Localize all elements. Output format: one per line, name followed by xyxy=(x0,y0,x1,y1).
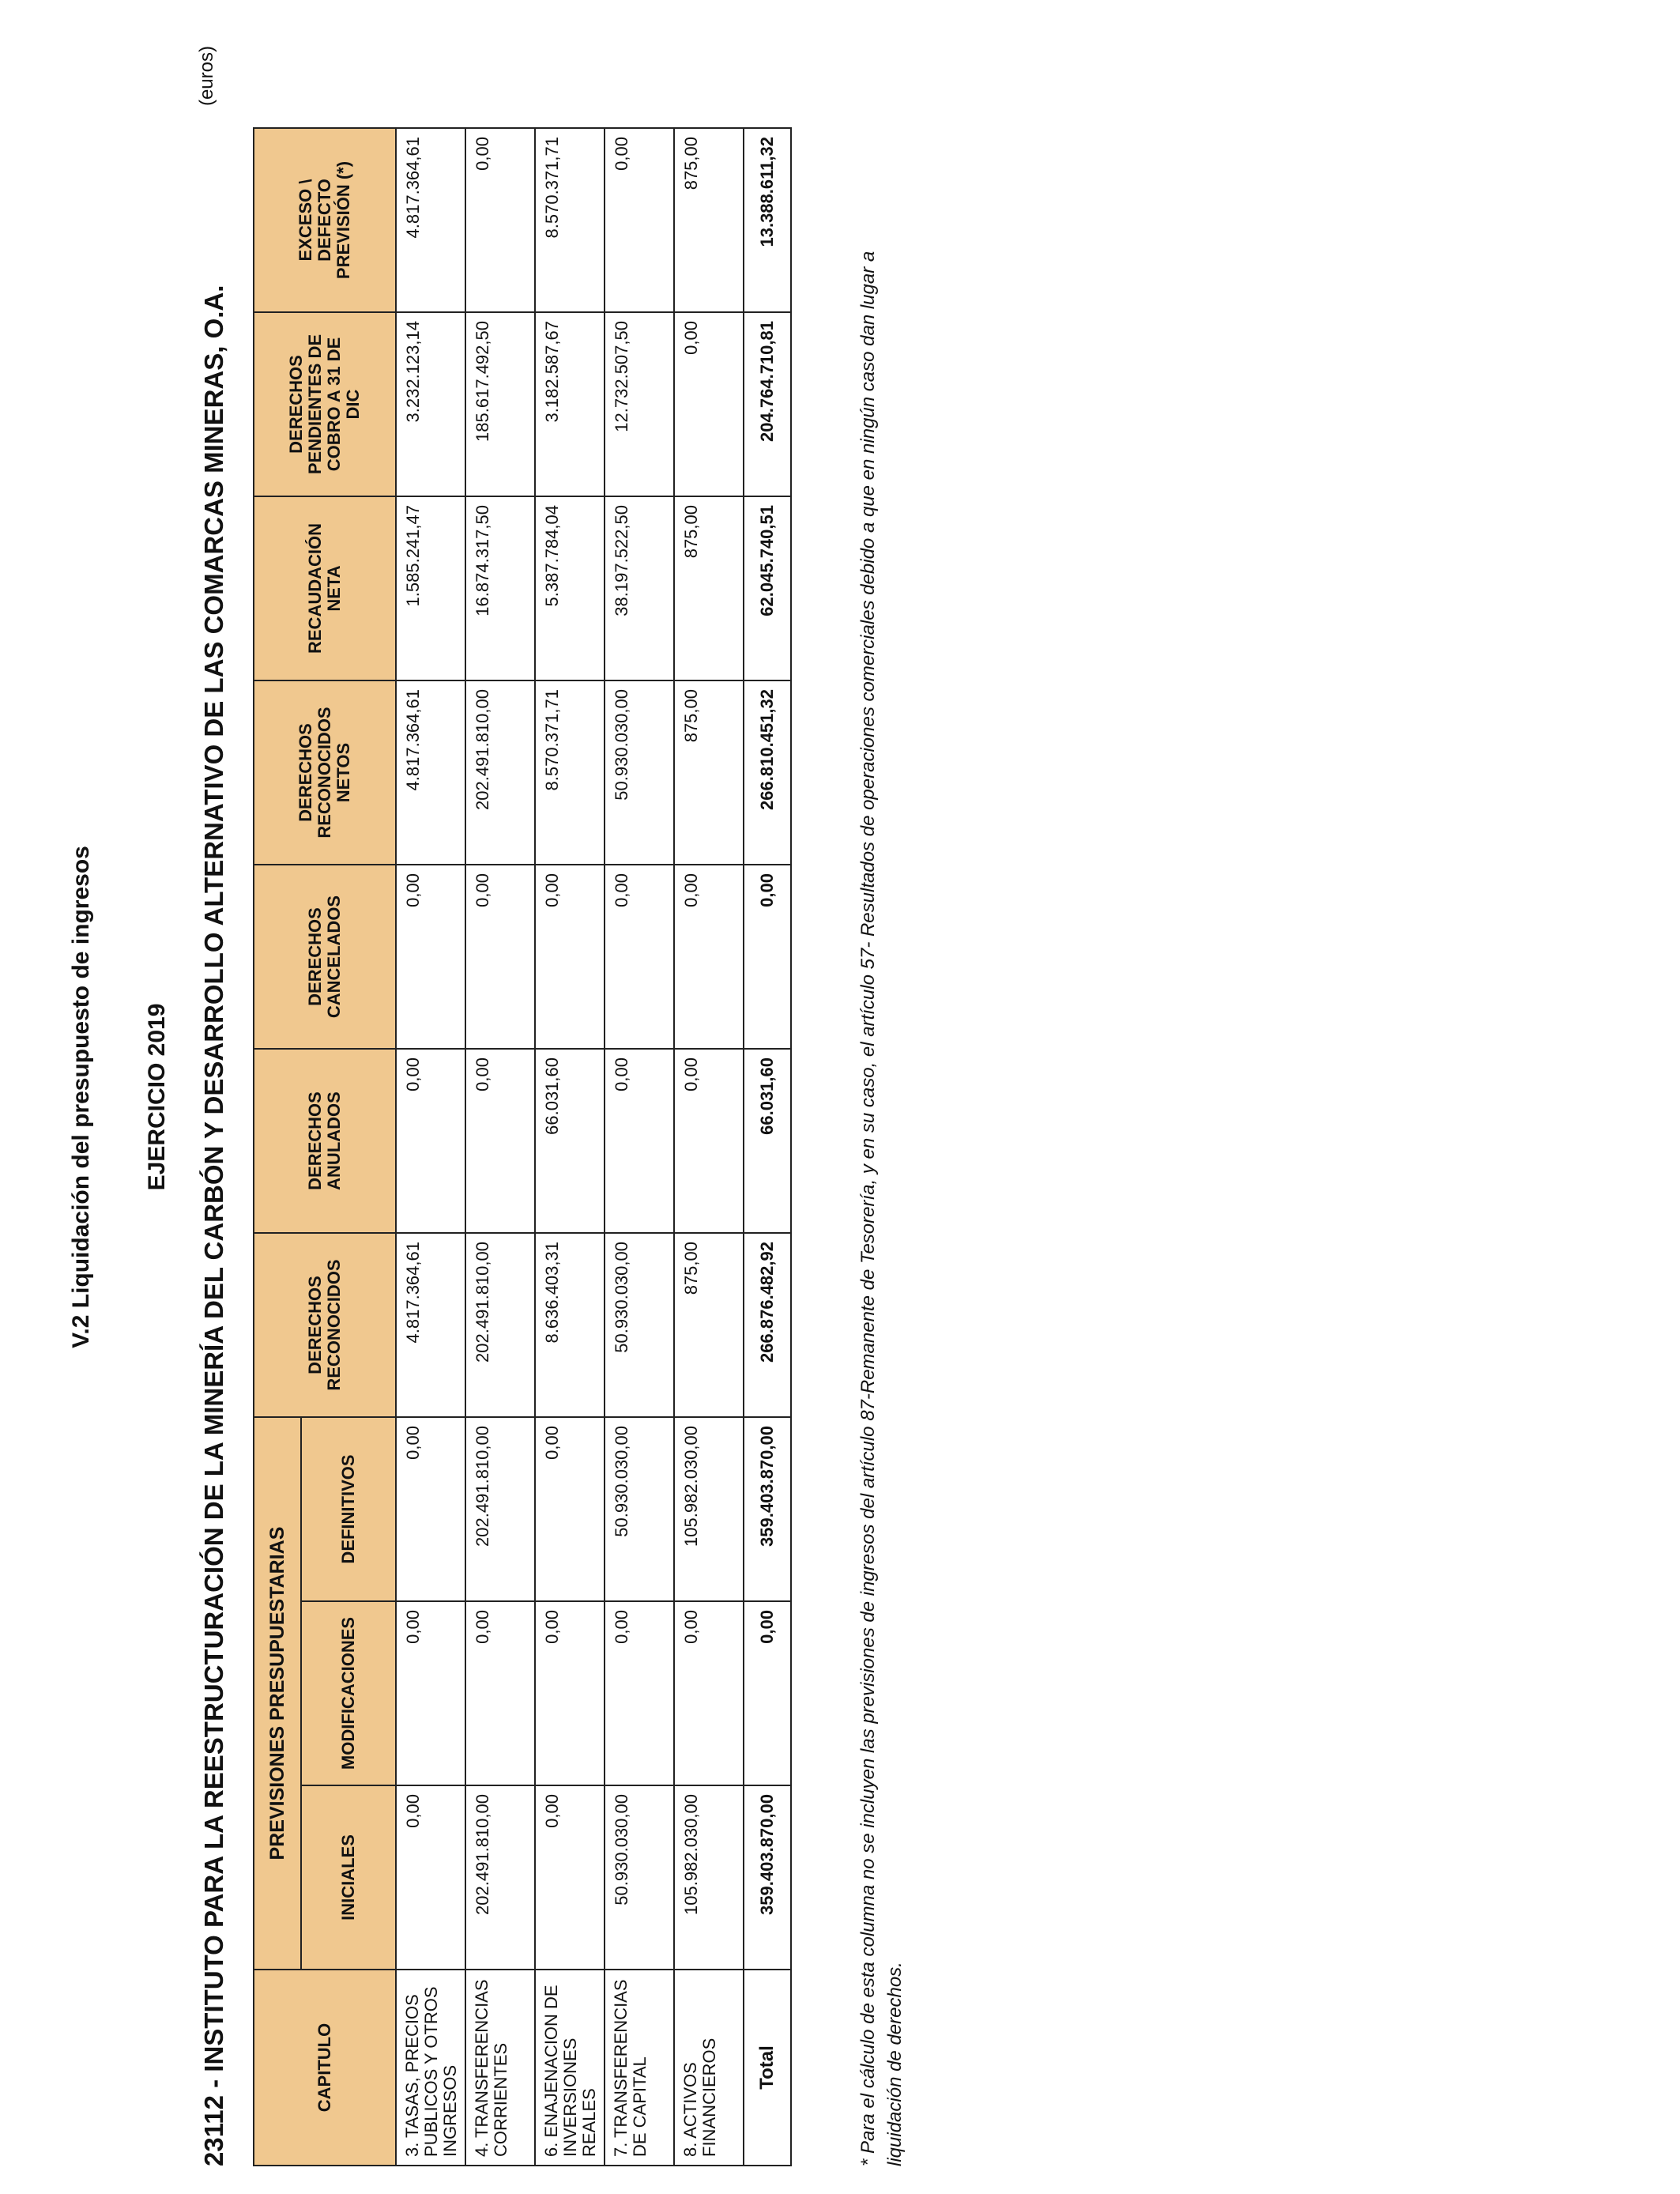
cell-recaudacion-neta: 875,00 xyxy=(674,496,744,680)
cell-capitulo: 7. TRANSFERENCIAS DE CAPITAL xyxy=(605,1970,674,2166)
cell-derechos-cancelados: 0,00 xyxy=(605,865,674,1049)
header-previsiones-group: PREVISIONES PRESUPUESTARIAS xyxy=(254,1417,301,1970)
cell-iniciales: 105.982.030,00 xyxy=(674,1785,744,1970)
cell-derechos-reconocidos: 202.491.810,00 xyxy=(465,1233,535,1417)
cell-modificaciones: 0,00 xyxy=(605,1601,674,1785)
cell-capitulo: 6. ENAJENACION DE INVERSIONES REALES xyxy=(535,1970,605,2166)
cell-total-label: Total xyxy=(744,1970,791,2166)
header-derechos-reconocidos: DERECHOS RECONOCIDOS xyxy=(254,1233,396,1417)
header-derechos-anulados: DERECHOS ANULADOS xyxy=(254,1049,396,1233)
header-derechos-cancelados: DERECHOS CANCELADOS xyxy=(254,865,396,1049)
cell-recaudacion-neta: 5.387.784,04 xyxy=(535,496,605,680)
cell-recaudacion-neta: 38.197.522,50 xyxy=(605,496,674,680)
header-exceso-defecto: EXCESO \ DEFECTO PREVISIÓN (*) xyxy=(254,128,396,312)
total-row xyxy=(744,128,791,2166)
cell-derechos-reconocidos-netos: 8.570.371,71 xyxy=(535,680,605,865)
cell-modificaciones: 0,00 xyxy=(674,1601,744,1785)
header-modificaciones: MODIFICACIONES xyxy=(301,1601,396,1785)
cell-derechos-reconocidos-netos: 50.930.030,00 xyxy=(605,680,674,865)
cell-iniciales: 50.930.030,00 xyxy=(605,1785,674,1970)
cell-iniciales: 0,00 xyxy=(535,1785,605,1970)
cell-total-derechos-cancelados: 0,00 xyxy=(744,865,791,1049)
cell-iniciales: 0,00 xyxy=(396,1785,465,1970)
cell-derechos-cancelados: 0,00 xyxy=(535,865,605,1049)
header-capitulo: CAPITULO xyxy=(254,1970,396,2166)
cell-derechos-pendientes: 3.182.587,67 xyxy=(535,312,605,496)
cell-derechos-cancelados: 0,00 xyxy=(465,865,535,1049)
cell-exceso-defecto: 0,00 xyxy=(465,128,535,312)
cell-total-derechos-pendientes: 204.764.710,81 xyxy=(744,312,791,496)
cell-definitivos: 0,00 xyxy=(396,1417,465,1601)
table-row xyxy=(535,128,605,2166)
footnote: * Para el cálculo de esta columna no se incluyen las previsiones de ingresos del artículo 87-Remanente de Tesorería, y en su caso, el artículo 57- Resultados de operaciones comerciales debido a que en ningún caso dan lugar a liquidación de derechos. xyxy=(857,251,906,2166)
cell-derechos-pendientes: 3.232.123,14 xyxy=(396,312,465,496)
cell-derechos-reconocidos: 875,00 xyxy=(674,1233,744,1417)
cell-definitivos: 50.930.030,00 xyxy=(605,1417,674,1601)
table-row xyxy=(396,128,465,2166)
cell-total-iniciales: 359.403.870,00 xyxy=(744,1785,791,1970)
cell-derechos-reconocidos-netos: 4.817.364,61 xyxy=(396,680,465,865)
cell-total-exceso-defecto: 13.388.611,32 xyxy=(744,128,791,312)
cell-capitulo: 3. TASAS, PRECIOS PUBLICOS Y OTROS INGRESOS xyxy=(396,1970,465,2166)
cell-exceso-defecto: 875,00 xyxy=(674,128,744,312)
cell-derechos-pendientes: 12.732.507,50 xyxy=(605,312,674,496)
table-row xyxy=(674,128,744,2166)
cell-derechos-pendientes: 0,00 xyxy=(674,312,744,496)
cell-definitivos: 0,00 xyxy=(535,1417,605,1601)
cell-capitulo: 8. ACTIVOS FINANCIEROS xyxy=(674,1970,744,2166)
entity-title: 23112 - INSTITUTO PARA LA REESTRUCTURACIÓN DE LA MINERÍA DEL CARBÓN Y DESARROLLO ALTERNATIVO DE LAS COMARCAS MINERAS, O.A. xyxy=(199,285,228,2166)
cell-derechos-pendientes: 185.617.492,50 xyxy=(465,312,535,496)
cell-derechos-reconocidos-netos: 875,00 xyxy=(674,680,744,865)
cell-exceso-defecto: 0,00 xyxy=(605,128,674,312)
cell-total-modificaciones: 0,00 xyxy=(744,1601,791,1785)
cell-modificaciones: 0,00 xyxy=(465,1601,535,1785)
cell-derechos-reconocidos: 8.636.403,31 xyxy=(535,1233,605,1417)
cell-total-derechos-reconocidos-netos: 266.810.451,32 xyxy=(744,680,791,865)
cell-total-derechos-anulados: 66.031,60 xyxy=(744,1049,791,1233)
cell-derechos-anulados: 0,00 xyxy=(674,1049,744,1233)
cell-definitivos: 202.491.810,00 xyxy=(465,1417,535,1601)
units-label: (euros) xyxy=(196,46,217,107)
cell-total-definitivos: 359.403.870,00 xyxy=(744,1417,791,1601)
cell-modificaciones: 0,00 xyxy=(396,1601,465,1785)
header-definitivos: DEFINITIVOS xyxy=(301,1417,396,1601)
header-recaudacion-neta: RECAUDACIÓN NETA xyxy=(254,496,396,680)
cell-exceso-defecto: 8.570.371,71 xyxy=(535,128,605,312)
cell-derechos-reconocidos: 4.817.364,61 xyxy=(396,1233,465,1417)
cell-derechos-anulados: 0,00 xyxy=(605,1049,674,1233)
cell-derechos-cancelados: 0,00 xyxy=(674,865,744,1049)
cell-definitivos: 105.982.030,00 xyxy=(674,1417,744,1601)
cell-capitulo: 4. TRANSFERENCIAS CORRIENTES xyxy=(465,1970,535,2166)
cell-total-derechos-reconocidos: 266.876.482,92 xyxy=(744,1233,791,1417)
cell-modificaciones: 0,00 xyxy=(535,1601,605,1785)
cell-derechos-cancelados: 0,00 xyxy=(396,865,465,1049)
main-title: V.2 Liquidación del presupuesto de ingresos xyxy=(68,846,94,1348)
cell-recaudacion-neta: 16.874.317,50 xyxy=(465,496,535,680)
cell-derechos-anulados: 0,00 xyxy=(465,1049,535,1233)
cell-derechos-anulados: 66.031,60 xyxy=(535,1049,605,1233)
cell-recaudacion-neta: 1.585.241,47 xyxy=(396,496,465,680)
header-derechos-pendientes: DERECHOS PENDIENTES DE COBRO A 31 DE DIC xyxy=(254,312,396,496)
cell-derechos-reconocidos-netos: 202.491.810,00 xyxy=(465,680,535,865)
cell-derechos-reconocidos: 50.930.030,00 xyxy=(605,1233,674,1417)
table-row xyxy=(465,128,535,2166)
header-derechos-reconocidos-netos: DERECHOS RECONOCIDOS NETOS xyxy=(254,680,396,865)
cell-iniciales: 202.491.810,00 xyxy=(465,1785,535,1970)
cell-total-recaudacion-neta: 62.045.740,51 xyxy=(744,496,791,680)
budget-table xyxy=(253,127,792,2166)
year-title: EJERCICIO 2019 xyxy=(144,1003,170,1191)
cell-derechos-anulados: 0,00 xyxy=(396,1049,465,1233)
cell-exceso-defecto: 4.817.364,61 xyxy=(396,128,465,312)
header-iniciales: INICIALES xyxy=(301,1785,396,1970)
table-row xyxy=(605,128,674,2166)
